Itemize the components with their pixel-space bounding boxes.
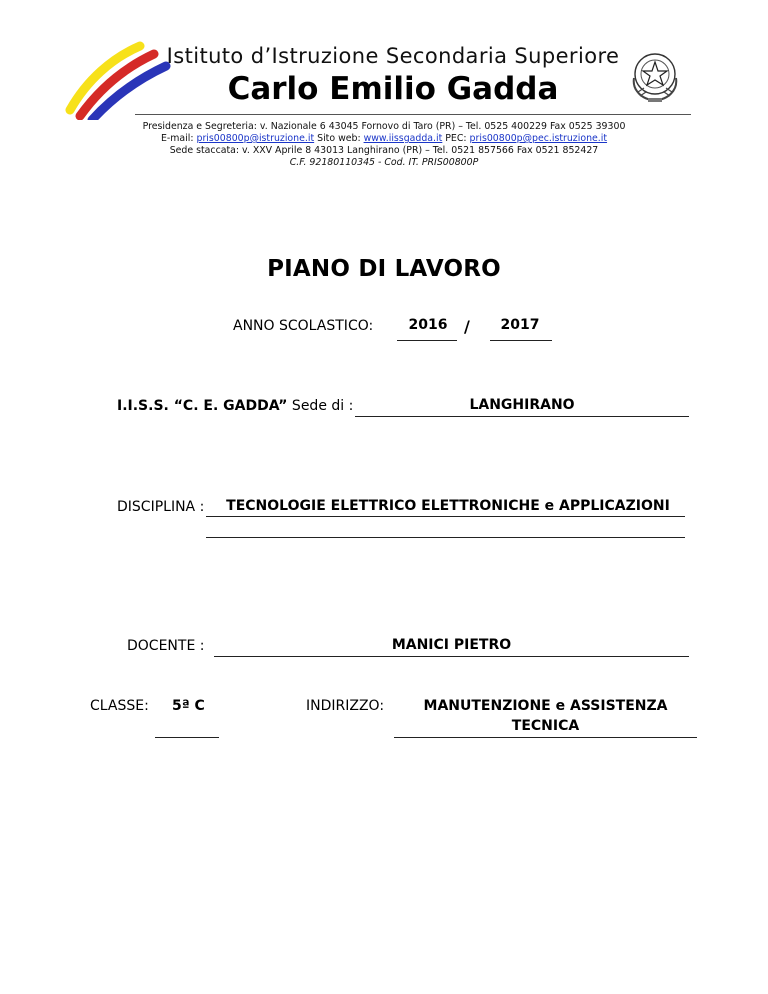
- contact-line-fiscal: C.F. 92180110345 - Cod. IT. PRIS00800P: [289, 157, 479, 168]
- disciplina-underline: [206, 516, 685, 517]
- indirizzo-underline: [394, 737, 697, 738]
- website-link[interactable]: www.iissgadda.it: [363, 133, 443, 144]
- anno-start-underline: [397, 340, 457, 341]
- sede-institute: I.I.S.S. “C. E. GADDA”: [117, 398, 288, 414]
- email-label: E-mail:: [160, 133, 197, 144]
- docente-label: DOCENTE :: [127, 638, 205, 654]
- anno-separator: /: [464, 317, 470, 336]
- pec-label: PEC:: [442, 133, 470, 144]
- sede-underline: [355, 416, 689, 417]
- indirizzo-value-line1: MANUTENZIONE e ASSISTENZA: [423, 698, 668, 714]
- site-label: Sito web:: [314, 133, 364, 144]
- sede-label: [117, 398, 353, 414]
- page-title: PIANO DI LAVORO: [267, 256, 501, 282]
- sede-value: LANGHIRANO: [469, 397, 575, 413]
- sede-text: Sede di :: [287, 398, 354, 414]
- classe-value: 5ª C: [172, 698, 205, 714]
- anno-end: 2017: [500, 317, 540, 333]
- indirizzo-label: INDIRIZZO:: [306, 698, 385, 714]
- disciplina-value: TECNOLOGIE ELETTRICO ELETTRONICHE e APPLICAZIONI: [226, 498, 670, 514]
- school-stripes-logo-icon: [62, 40, 172, 120]
- indirizzo-value-line2: TECNICA: [511, 718, 580, 734]
- disciplina-label: DISCIPLINA :: [117, 499, 205, 515]
- docente-value: MANICI PIETRO: [391, 637, 512, 653]
- institute-type: Istituto d’Istruzione Secondaria Superiore: [166, 44, 620, 68]
- docente-underline: [214, 656, 689, 657]
- anno-start: 2016: [408, 317, 448, 333]
- contact-line-web: [110, 133, 658, 145]
- contact-line-main: Presidenza e Segreteria: v. Nazionale 6 43045 Fornovo di Taro (PR) – Tel. 0525 400229 Fax 0525 39300: [142, 121, 626, 132]
- anno-label: ANNO SCOLASTICO:: [233, 318, 374, 334]
- institute-name: Carlo Emilio Gadda: [227, 71, 559, 107]
- disciplina-underline-extra: [206, 537, 685, 538]
- classe-label: CLASSE:: [90, 698, 149, 714]
- italian-republic-emblem-icon: [628, 48, 682, 104]
- email-link[interactable]: pris00800p@istruzione.it: [196, 133, 315, 144]
- contact-line-branch: Sede staccata: v. XXV Aprile 8 43013 Langhirano (PR) – Tel. 0521 857566 Fax 0521 852427: [169, 145, 599, 156]
- classe-underline: [155, 737, 219, 738]
- pec-link[interactable]: pris00800p@pec.istruzione.it: [469, 133, 608, 144]
- anno-end-underline: [490, 340, 552, 341]
- header-divider: [135, 114, 691, 115]
